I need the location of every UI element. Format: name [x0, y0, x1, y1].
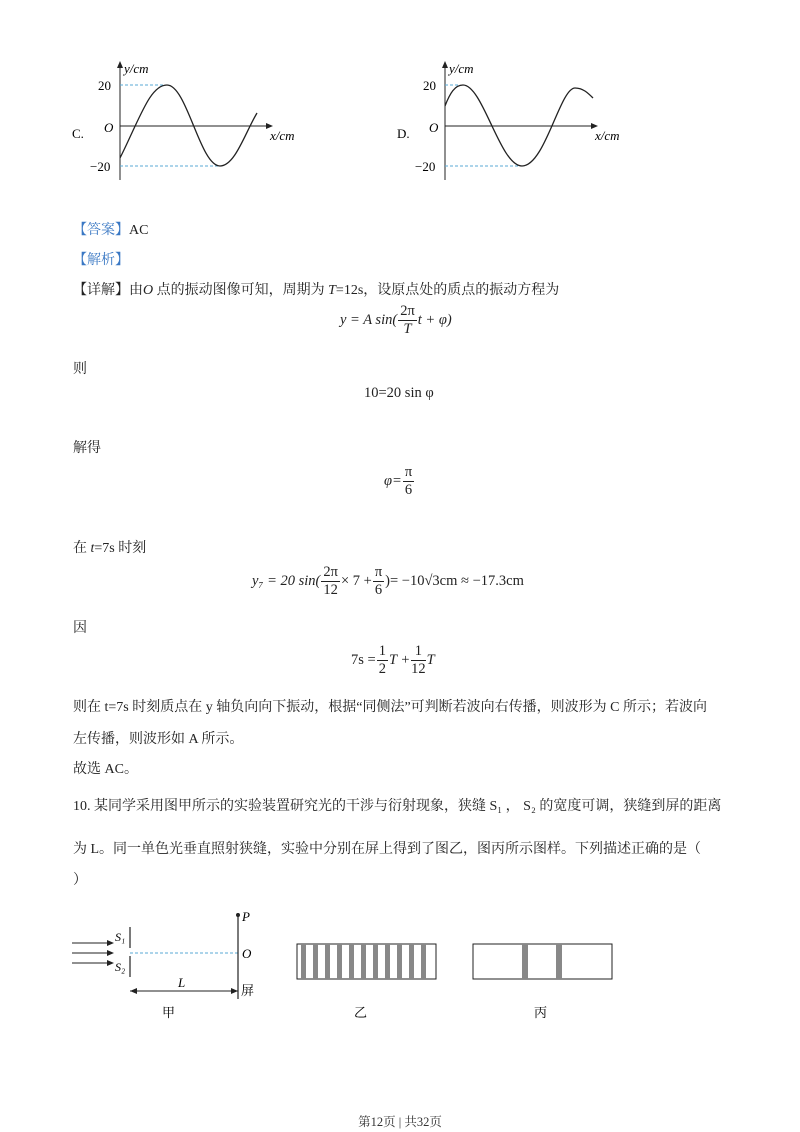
answer-line	[73, 219, 148, 239]
equation-5: 7s = $\frac{1}{2}$ T + $\frac{1}{12}$ T	[351, 643, 435, 677]
caption-bing: 丙	[534, 1005, 548, 1020]
point-o-label: O	[242, 946, 252, 961]
choose-text: 故选 AC。	[73, 762, 138, 777]
detail-tag: 【详解】	[73, 283, 129, 298]
figure-yi	[296, 940, 438, 1025]
option-label-d: D.	[397, 126, 410, 141]
caption-jia: 甲	[162, 1005, 176, 1020]
screen-label: 屏	[241, 983, 255, 998]
question-10-line-1: 10. 某同学采用图甲所示的实验装置研究光的干涉与衍射现象，狭缝 S₁ ， S₂ 的宽度可调，狭缝到屏的距离	[73, 799, 722, 814]
distance-l-label: L	[178, 975, 186, 990]
at-t-line: 在 t=7s 时刻	[73, 541, 147, 556]
analysis-tag: 【解析】	[73, 253, 129, 268]
point-p-label: P	[242, 909, 250, 924]
figure-bing	[472, 940, 614, 1025]
y-bottom-label-c: −20	[90, 159, 111, 174]
slit-s1-label: S₁	[115, 930, 126, 944]
graph-c	[70, 58, 310, 188]
x-axis-label-d: x/cm	[595, 128, 620, 143]
origin-label-d: O	[429, 120, 439, 135]
equation-3: φ= $\frac{\pi}{6}$	[384, 464, 413, 498]
equation-4: y₇ = 20 sin( $\frac{2\pi}{12}$ × 7 + $\frac{\pi}{6}$ )= −10√3cm ≈ −17.3cm	[252, 564, 524, 598]
conclusion-line-1: 则在 t=7s 时刻质点在 y 轴负向向下振动，根据“同侧法”可判断若波向右传播，则波形为 C 所示；若波向	[73, 700, 707, 715]
answer-value: AC	[129, 223, 149, 238]
y-top-label-d: 20	[423, 78, 436, 93]
figure-jia	[70, 905, 270, 1025]
option-label-c: C.	[72, 126, 84, 141]
y-top-label-c: 20	[98, 78, 111, 93]
slit-s2-label: S₂	[115, 960, 126, 974]
y-axis-label-d: y/cm	[449, 61, 474, 76]
because-text: 因	[73, 621, 87, 636]
equation-2: 10=20 sin φ	[364, 385, 434, 401]
detail-line: 【详解】由O 点的振动图像可知，周期为 T=12s，设原点处的质点的振动方程为	[73, 283, 560, 298]
page-footer: 第12页 | 共32页	[358, 1115, 442, 1129]
answer-tag: 【答案】	[73, 223, 129, 238]
y-bottom-label-d: −20	[415, 159, 436, 174]
then-text: 则	[73, 362, 87, 377]
x-axis-label-c: x/cm	[270, 128, 295, 143]
origin-label-c: O	[104, 120, 114, 135]
equation-1: y = A sin( $\frac{2\pi}{T}$ t + φ)	[340, 303, 452, 337]
solve-text: 解得	[73, 441, 101, 456]
caption-yi: 乙	[354, 1005, 368, 1020]
question-10-line-2: 为 L。同一单色光垂直照射狭缝，实验中分别在屏上得到了图乙，图丙所示图样。下列描述正确的是（	[73, 842, 702, 857]
question-10-line-3: ）	[73, 873, 87, 888]
conclusion-line-2: 左传播，则波形如 A 所示。	[73, 732, 244, 747]
graph-d	[395, 58, 635, 188]
y-axis-label-c: y/cm	[124, 61, 149, 76]
